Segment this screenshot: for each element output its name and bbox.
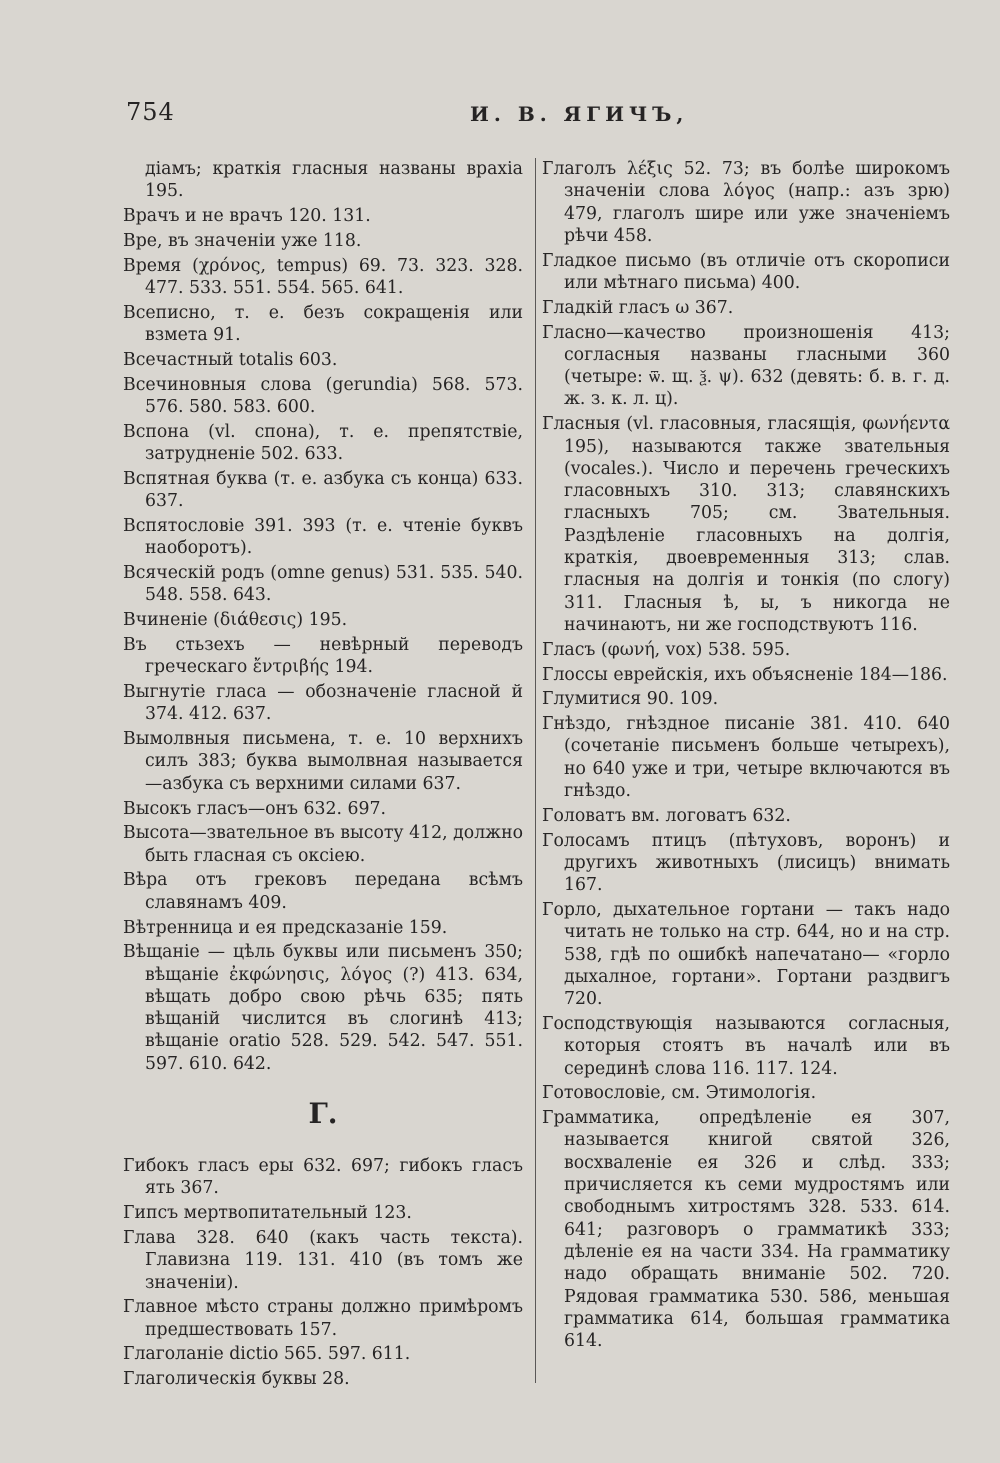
left-column (123, 158, 523, 1393)
index-entry: Глоссы еврейскія, ихъ объясненіе 184—186. (542, 664, 948, 685)
index-entry: Врачъ и не врачъ 120. 131. (123, 206, 371, 227)
index-entry: Глаголъ λέξις 52. 73; въ болѣе широкомъ значеніи слова λόγος (напр.: азъ зрю) 479, глаголъ шире или уже значеніемъ рѣчи 458. (542, 159, 950, 246)
index-entry: Главное мѣсто страны должно примѣромъ предшествовать 157. (123, 1297, 523, 1340)
index-entry: Глаголическія буквы 28. (123, 1369, 350, 1390)
index-entry: Гнѣздо, гнѣздное писаніе 381. 410. 640 (сочетаніе письменъ больше четырехъ), но 640 уже и три, четыре включаются въ гнѣздо. (542, 714, 950, 802)
column-divider (535, 158, 536, 1383)
index-entry: Всечиновныя слова (gerundia) 568. 573. 576. 580. 583. 600. (123, 374, 523, 417)
index-entry: Всяческій родъ (omne genus) 531. 535. 540. 548. 558. 643. (123, 563, 523, 606)
index-entry: Всечастный totalis 603. (123, 349, 338, 370)
index-entry: Вѣщаніе — цѣль буквы или письменъ 350; вѣщаніе ἐκφώνησις, λόγος (?) 413. 634, вѣщать добро свою рѣчь 635; пять вѣщаній числится въ слогинѣ 413; вѣщаніе oratio 528. 529. 542. 547. 551. 597. 610. 642. (123, 942, 523, 1074)
index-entry: Горло, дыхательное гортани — такъ надо читать не только на стр. 644, но и на стр. 538, гдѣ по ошибкѣ напечатано— «горло дыхалное, гортани». Гортани раздвигъ 720. (542, 900, 950, 1010)
index-entry: Господствующія называются согласныя, которыя стоятъ въ началѣ или въ серединѣ слова 116. 117. 124. (542, 1013, 950, 1079)
page-number: 754 (126, 98, 175, 126)
page-header (0, 98, 1000, 138)
index-entry: Вѣтренница и ея предсказаніе 159. (123, 917, 448, 938)
index-entry: Вспятная буква (т. е. азбука съ конца) 633. 637. (123, 468, 523, 512)
index-entry: Время (χρόνος, tempus) 69. 73. 323. 328. 477. 533. 551. 554. 565. 641. (123, 255, 523, 298)
index-entry: Гладкій гласъ ω 367. (542, 297, 734, 318)
running-title: И. В. ЯГИЧЪ, (470, 102, 689, 126)
index-entry: Вѣра отъ грековъ передана всѣмъ славянамъ 409. (123, 870, 523, 913)
index-entry: Въ стьзехъ — невѣрный переводъ греческаго ἔντριβής 194. (123, 634, 523, 678)
index-entry: Готовословіе, см. Этимологія. (542, 1083, 817, 1104)
index-entry: Головатъ вм. логоватъ 632. (542, 805, 791, 826)
index-entry: Высокъ гласъ—онъ 632. 697. (123, 798, 386, 819)
index-entry: Гибокъ гласъ еры 632. 697; гибокъ гласъ ять 367. (123, 1156, 523, 1199)
index-entry: Грамматика, опредѣленіе ея 307, называется книгой святой 326, восхваленіе ея 326 и слѣд. 333; причисляется къ семи мудростямъ или свободнымъ хитростямъ 328. 533. 614. 641; разговоръ о грамматикѣ 333; дѣленіе ея на части 334. На грамматику надо обращать вниманіе 502. 720. Рядовая грамматика 530. 586, меньшая грамматика 614, большая грамматика 614. (542, 1108, 950, 1352)
right-column (542, 158, 950, 1355)
index-entry: Вспятословіе 391. 393 (т. е. чтеніе буквъ наоборотъ). (123, 515, 523, 559)
section-letter-heading: Г. (308, 1097, 338, 1131)
index-entry: Голосамъ птицъ (пѣтуховъ, воронъ) и другихъ животныхъ (лисицъ) внимать 167. (542, 830, 950, 896)
index-entry: Гласно—качество произношенія 413; согласныя названы гласными 360 (четыре: ѿ. щ. ѯ. ψ). 632 (девять: б. в. г. д. ж. з. к. л. ц). (542, 322, 950, 410)
index-entry: Вспона (vl. спона), т. е. препятствіе, затрудненіе 502. 633. (123, 421, 523, 465)
index-entry: Всеписно, т. е. безъ сокращенія или взмета 91. (123, 302, 523, 346)
index-entry: Гласныя (vl. гласовныя, гласящія, φωνήεντα 195), называются также звательныя (vocales.). Число и перечень греческихъ гласовныхъ 310. 313; славянскихъ гласныхъ 705; см. Звательныя. Раздѣленіе гласовныхъ на долгія, краткія, двоевременныя 313; слав. гласныя на долгія и тонкія (по слогу) 311. Гласныя ѣ, ы, ъ никогда не начинаютъ, ни же господствуютъ 116. (542, 414, 950, 635)
index-entry: Вымолвныя письмена, т. е. 10 верхнихъ силъ 383; буква вымолвная называется —азбука съ верхними силами 637. (123, 729, 523, 794)
index-entry: Глаголаніе dictio 565. 597. 611. (123, 1344, 411, 1365)
index-entry: Выгнутіе гласа — обозначеніе гласной й 374. 412. 637. (123, 682, 523, 725)
index-entry: Высота—звательное въ высоту 412, должно быть гласная съ оксіею. (123, 823, 523, 866)
index-entry: Глава 328. 640 (какъ часть текста). Главизна 119. 131. 410 (въ томъ же значеніи). (123, 1227, 523, 1293)
index-entry: Гипсъ мертвопитательный 123. (123, 1203, 412, 1224)
index-entry: Вре, въ значеніи уже 118. (123, 230, 362, 251)
index-entry: Глумитися 90. 109. (542, 689, 719, 710)
index-entry: Гласъ (φωνή, vox) 538. 595. (542, 639, 791, 660)
index-entry: Вчиненіе (διάθεσις) 195. (123, 610, 348, 631)
index-entry: Гладкое письмо (въ отличіе отъ скорописи или мѣтнаго письма) 400. (542, 250, 950, 293)
index-entry-continued: діамъ; краткія гласныя названы врахіа 195. (145, 159, 523, 202)
